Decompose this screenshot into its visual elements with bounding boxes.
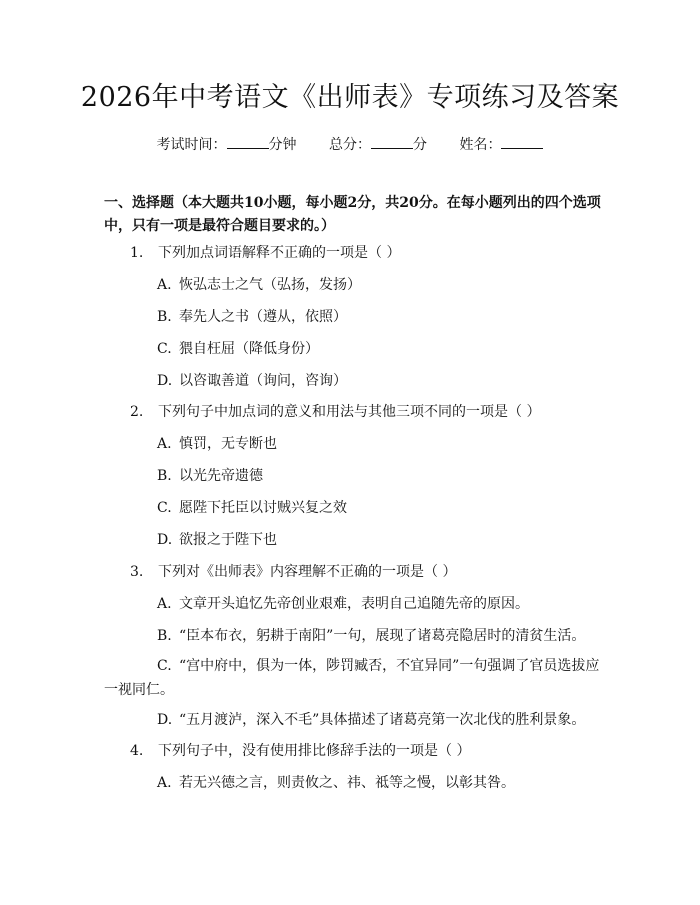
total-score-blank[interactable] xyxy=(371,134,413,149)
question-1-option-c xyxy=(157,339,319,359)
question-3-option-b xyxy=(157,626,585,646)
question-2-option-d xyxy=(157,530,277,550)
question-stem: 下列对《出师表》内容理解不正确的一项是（ ） xyxy=(158,564,457,580)
option-text: 以咨诹善道（询问，咨询） xyxy=(179,373,347,389)
question-1-option-b xyxy=(157,307,347,327)
question-2-option-c xyxy=(157,498,347,518)
student-name-blank[interactable] xyxy=(501,134,543,149)
option-letter: C. xyxy=(157,341,172,357)
option-letter: C. xyxy=(157,500,172,516)
option-letter: B. xyxy=(157,309,172,325)
question-number: 1. xyxy=(130,245,144,261)
option-letter: D. xyxy=(157,712,173,728)
page-title: 2026年中考语文《出师表》专项练习及答案 xyxy=(80,82,620,113)
option-text: 慎罚，无专断也 xyxy=(179,436,277,452)
question-number: 4. xyxy=(130,743,144,759)
exam-time-label: 考试时间： xyxy=(156,137,227,153)
option-text: 若无兴德之言，则责攸之、祎、祗等之慢，以彰其咎。 xyxy=(179,775,515,791)
question-3-option-d xyxy=(157,710,585,730)
option-letter: D. xyxy=(157,532,173,548)
total-score-unit: 分 xyxy=(413,137,427,153)
question-stem: 下列句子中，没有使用排比修辞手法的一项是（ ） xyxy=(158,743,471,759)
question-4-option-a xyxy=(157,773,515,793)
question-stem: 下列加点词语解释不正确的一项是（ ） xyxy=(158,245,401,261)
option-letter: A. xyxy=(157,596,172,612)
question-4 xyxy=(130,741,470,761)
option-letter: C. xyxy=(157,658,172,674)
question-1-option-a xyxy=(157,275,361,295)
question-1-option-d xyxy=(157,371,347,391)
option-letter: A. xyxy=(157,775,172,791)
option-text: “臣本布衣，躬耕于南阳”一句，展现了诸葛亮隐居时的清贫生活。 xyxy=(179,628,586,644)
option-letter: A. xyxy=(157,436,172,452)
option-text: “宫中府中，俱为一体，陟罚臧否，不宜异同”一句强调了官员选拔应一视同仁。 xyxy=(104,658,600,698)
question-2-option-b xyxy=(157,466,263,486)
option-text: 恢弘志士之气（弘扬，发扬） xyxy=(179,277,361,293)
option-text: 猥自枉屈（降低身份） xyxy=(179,341,319,357)
section-heading: 一、选择题（本大题共10小题，每小题2分，共20分。在每小题列出的四个选项中，只有一项是最符合题目要求的。） xyxy=(104,195,601,234)
question-number: 2. xyxy=(130,404,144,420)
total-score-field xyxy=(329,134,427,155)
option-letter: B. xyxy=(157,628,172,644)
student-name-field xyxy=(459,134,543,155)
total-score-label: 总分： xyxy=(329,137,371,153)
option-letter: A. xyxy=(157,277,172,293)
option-letter: D. xyxy=(157,373,173,389)
option-text: 文章开头追忆先帝创业艰难，表明自己追随先帝的原因。 xyxy=(179,596,529,612)
option-text: “五月渡泸，深入不毛”具体描述了诸葛亮第一次北伐的胜利景象。 xyxy=(179,712,586,728)
exam-time-unit: 分钟 xyxy=(268,137,297,153)
exam-info-line xyxy=(0,134,700,155)
option-text: 愿陛下托臣以讨贼兴复之效 xyxy=(179,500,347,516)
question-3 xyxy=(130,562,456,582)
question-1 xyxy=(130,243,400,263)
option-letter: B. xyxy=(157,468,172,484)
option-text: 欲报之于陛下也 xyxy=(179,532,277,548)
question-stem: 下列句子中加点词的意义和用法与其他三项不同的一项是（ ） xyxy=(158,404,541,420)
question-3-option-c xyxy=(104,654,604,702)
exam-time-blank[interactable] xyxy=(227,134,269,149)
option-text: 以光先帝遗德 xyxy=(179,468,263,484)
question-number: 3. xyxy=(130,564,144,580)
exam-time-field xyxy=(157,134,297,155)
student-name-label: 姓名： xyxy=(459,137,502,153)
question-2 xyxy=(130,402,540,422)
question-3-option-a xyxy=(157,594,529,614)
option-text: 奉先人之书（遵从，依照） xyxy=(179,309,347,325)
question-2-option-a xyxy=(157,434,277,454)
